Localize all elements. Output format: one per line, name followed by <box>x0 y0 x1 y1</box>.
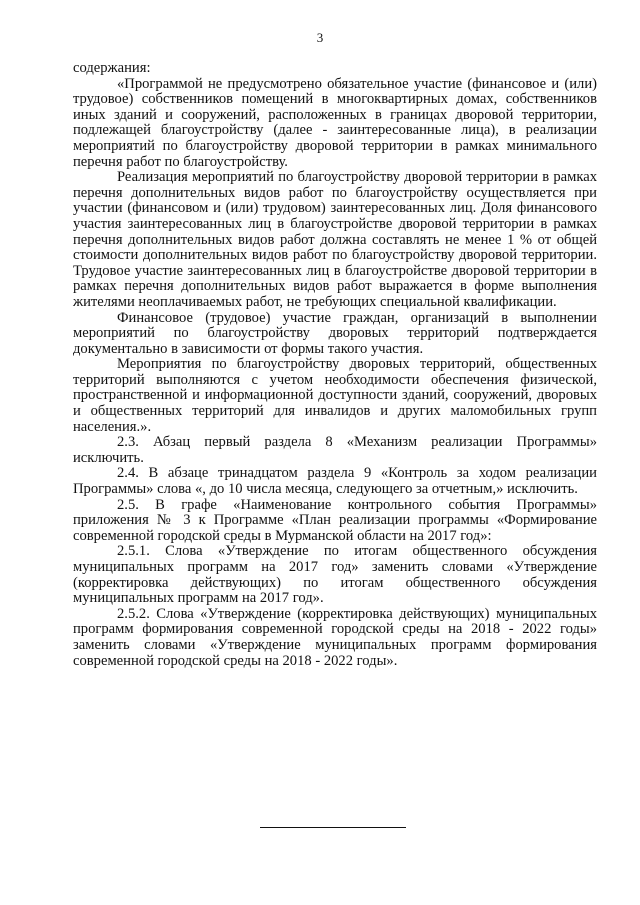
page-number: 3 <box>316 30 324 45</box>
divider-line <box>260 827 406 828</box>
paragraph-additional-works-participation: Реализация мероприятий по благоустройству дворовой территории в рамках перечня дополнительных видов работ по благоустройству осуществляется при участии (финансовом и (или) трудовом) заинтересованных лиц. Доля финансового участия заинтересованных лиц в благоустройстве дворовой территории в рамках перечня дополнительных видов работ должна составлять не менее 1 % от общей стоимости дополнительных видов работ по благоустройству дворовой территории. Трудовое участие заинтересованных лиц в благоустройстве дворовой территории в рамках перечня дополнительных видов работ выражается в форме выполнения жителями неоплачиваемых работ, не требующих специальной квалификации. <box>73 169 597 310</box>
paragraph-accessibility: Мероприятия по благоустройству дворовых территорий, общественных территорий выполняются с учетом необходимости обеспечения физической, пространственной и информационной доступности зданий, сооружений, дворовых и общественных территорий для инвалидов и других маломобильных групп населения.». <box>73 356 597 435</box>
paragraph-item-2-5: 2.5. В графе «Наименование контрольного события Программы» приложения № 3 к Программе «План реализации программы «Формирование современной городской среды в Мурманской области на 2017 год»: <box>73 496 597 544</box>
paragraph-quote-no-mandatory-participation: «Программой не предусмотрено обязательное участие (финансовое и (или) трудовое) собственников помещений в многоквартирных домах, собственников иных зданий и сооружений, расположенных в границах дворовой территории, подлежащей благоустройству (далее - заинтересованные лица), в реализации мероприятий по благоустройству дворовой территории в рамках минимального перечня работ по благоустройству. <box>73 75 597 170</box>
paragraph-continuation: содержания: <box>73 60 151 76</box>
paragraph-participation-confirmation: Финансовое (трудовое) участие граждан, организаций в выполнении мероприятий по благоустройству дворовых территорий подтверждается документально в зависимости от формы такого участия. <box>73 309 597 357</box>
paragraph-item-2-4: 2.4. В абзаце тринадцатом раздела 9 «Контроль за ходом реализации Программы» слова «, до 10 числа месяца, следующего за отчетным,» исключить. <box>73 465 597 498</box>
document-body <box>73 61 597 669</box>
paragraph-item-2-5-2: 2.5.2. Слова «Утверждение (корректировка действующих) муниципальных программ формирования современной городской среды на 2018 - 2022 годы» заменить словами «Утверждение муниципальных программ формирования современной городской среды на 2018 - 2022 годы». <box>73 605 597 669</box>
paragraph-item-2-3: 2.3. Абзац первый раздела 8 «Механизм реализации Программы» исключить. <box>73 434 597 466</box>
paragraph-item-2-5-1: 2.5.1. Слова «Утверждение по итогам общественного обсуждения муниципальных программ на 2017 год» заменить словами «Утверждение (корректировка действующих) по итогам общественного обсуждения муниципальных программ на 2017 год». <box>73 543 597 607</box>
